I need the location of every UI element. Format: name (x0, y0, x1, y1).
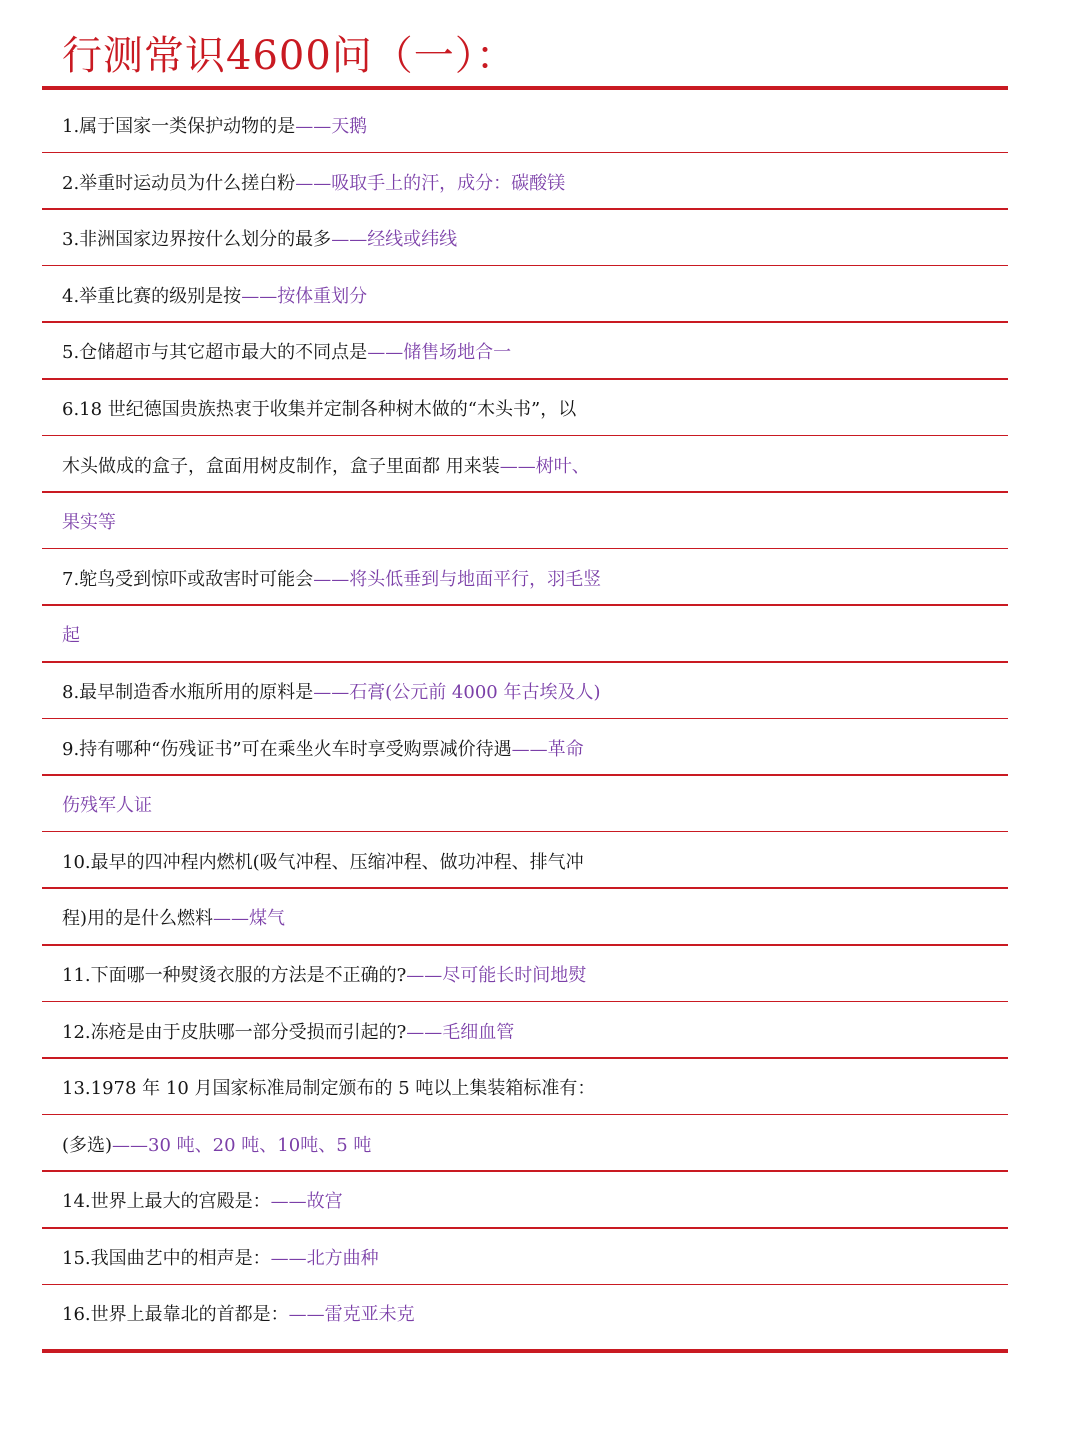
qa-line (62, 1114, 1022, 1171)
question-text: 9.持有哪种“伤残证书”可在乘坐火车时享受购票减价待遇 (62, 738, 512, 760)
line-divider (42, 887, 1008, 889)
qa-line (62, 435, 1022, 492)
answer-text: ——石膏(公元前 4000 年古埃及人) (313, 681, 601, 703)
line-divider (42, 604, 1008, 606)
qa-line (62, 1170, 1022, 1227)
qa-line (62, 152, 1022, 209)
answer-text: ——储售场地合一 (367, 342, 512, 364)
qa-line (62, 95, 1022, 152)
qa-line (62, 265, 1022, 322)
qa-line (62, 548, 1022, 605)
qa-line (62, 1227, 1022, 1284)
question-text: 12.冻疮是由于皮肤哪一部分受损而引起的? (62, 1021, 407, 1043)
question-text: 11.下面哪一种熨烫衣服的方法是不正确的? (62, 964, 407, 986)
question-text: 程)用的是什么燃料 (62, 908, 214, 930)
answer-text: ——故宫 (270, 1191, 343, 1213)
question-text: 6.18 世纪德国贵族热衷于收集并定制各种树木做的“木头书”，以 (62, 398, 577, 420)
line-divider (42, 831, 1008, 833)
line-divider (42, 435, 1008, 437)
question-text: 13.1978 年 10 月国家标准局制定颁布的 5 吨以上集装箱标准有： (62, 1078, 596, 1100)
qa-line (62, 321, 1022, 378)
line-divider (42, 944, 1008, 946)
line-divider (42, 1227, 1008, 1229)
line-divider (42, 774, 1008, 776)
question-text: 2.举重时运动员为什么搓白粉 (62, 172, 296, 194)
qa-line (62, 887, 1022, 944)
line-divider (42, 661, 1008, 663)
qa-line (62, 208, 1022, 265)
qa-line (62, 491, 1022, 548)
line-divider (42, 1114, 1008, 1116)
question-text: 14.世界上最大的宫殿是： (62, 1191, 271, 1213)
line-divider (42, 1057, 1008, 1059)
qa-line (62, 718, 1022, 775)
line-divider (42, 1170, 1008, 1172)
line-divider (42, 1001, 1008, 1003)
question-text: 1.属于国家一类保护动物的是 (62, 116, 296, 137)
answer-text: ——雷克亚未克 (288, 1304, 415, 1326)
line-divider (42, 378, 1008, 380)
answer-text: 伤残军人证 (62, 795, 152, 817)
line-divider (42, 321, 1008, 323)
qa-line (62, 944, 1022, 1001)
answer-text: ——树叶、 (499, 455, 590, 477)
answer-text: ——毛细血管 (406, 1021, 515, 1043)
question-text: 8.最早制造香水瓶所用的原料是 (62, 681, 314, 703)
qa-line (62, 774, 1022, 831)
qa-line (62, 1057, 1022, 1114)
answer-text: ——尽可能长时间地熨 (406, 964, 587, 986)
answer-text: ——按体重划分 (241, 285, 368, 307)
title-divider (42, 86, 1008, 90)
answer-text: ——天鹅 (295, 116, 368, 137)
answer-text: ——吸取手上的汗，成分：碳酸镁 (295, 172, 566, 194)
question-text: 4.举重比赛的级别是按 (62, 285, 242, 307)
answer-text: ——北方曲种 (270, 1247, 379, 1269)
qa-line (62, 604, 1022, 661)
qa-line (62, 1001, 1022, 1058)
question-text: (多选) (62, 1134, 113, 1156)
line-divider (42, 491, 1008, 493)
line-divider (42, 718, 1008, 720)
bottom-divider (42, 1349, 1008, 1353)
question-text: 5.仓储超市与其它超市最大的不同点是 (62, 342, 368, 364)
question-text: 3.非洲国家边界按什么划分的最多 (62, 229, 332, 251)
line-divider (42, 1284, 1008, 1286)
line-divider (42, 208, 1008, 210)
answer-text: ——将头低垂到与地面平行，羽毛竖 (313, 568, 602, 590)
qa-line (62, 661, 1022, 718)
qa-line (62, 1283, 1022, 1340)
qa-line (62, 378, 1022, 435)
question-text: 10.最早的四冲程内燃机(吸气冲程、压缩冲程、做功冲程、排气冲 (62, 851, 584, 873)
question-text: 16.世界上最靠北的首都是： (62, 1304, 289, 1326)
page-title: 行测常识4600问（一）： (62, 33, 517, 79)
line-divider (42, 548, 1008, 550)
answer-text: 果实等 (62, 512, 116, 534)
question-text: 15.我国曲艺中的相声是： (62, 1247, 271, 1269)
qa-line (62, 831, 1022, 888)
answer-text: ——30 吨、20 吨、10吨、5 吨 (112, 1134, 372, 1156)
question-text: 木头做成的盒子，盒面用树皮制作，盒子里面都 用来装 (62, 455, 500, 477)
question-text: 7.鸵鸟受到惊吓或敌害时可能会 (62, 568, 314, 590)
answer-text: 起 (62, 625, 80, 647)
line-divider (42, 265, 1008, 267)
line-divider (42, 152, 1008, 154)
answer-text: ——经线或纬线 (331, 229, 458, 251)
answer-text: ——革命 (511, 738, 584, 760)
answer-text: ——煤气 (213, 908, 286, 930)
